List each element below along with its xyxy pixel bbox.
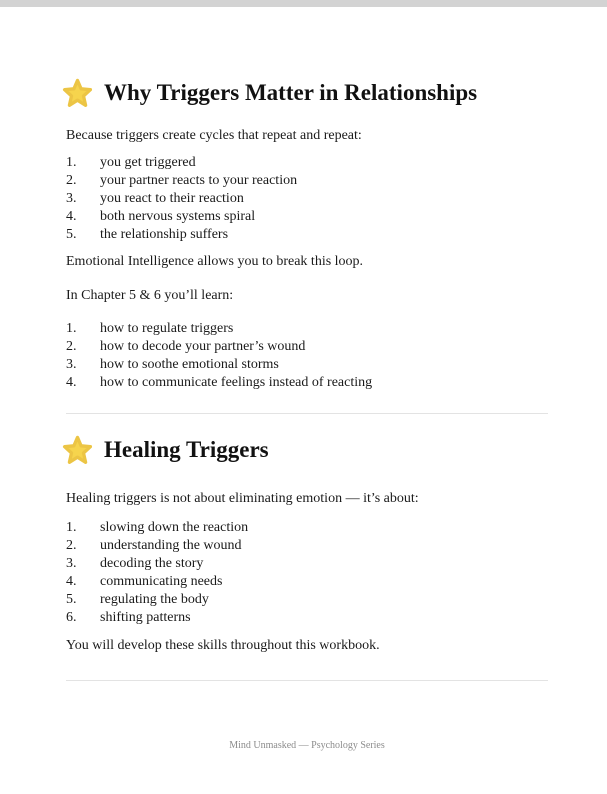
list-item-number: 3. [66, 556, 77, 571]
section-title: Why Triggers Matter in Relationships [104, 80, 478, 105]
cycle-list [66, 154, 548, 244]
list-item-text: shifting patterns [100, 610, 191, 625]
list-item-number: 3. [66, 191, 77, 206]
list-item [66, 356, 548, 374]
list-item-text: how to communicate feelings instead of reacting [100, 375, 373, 390]
list-item-text: how to regulate triggers [100, 321, 234, 336]
section-heading-healing-triggers [62, 435, 548, 465]
list-item-text: how to decode your partner’s wound [100, 339, 306, 354]
list-item-text: your partner reacts to your reaction [100, 173, 298, 188]
learn-list [66, 320, 548, 392]
list-item [66, 172, 548, 190]
list-item [66, 591, 548, 609]
list-item-number: 5. [66, 592, 77, 607]
page-content [0, 78, 607, 752]
list-item-number: 2. [66, 173, 77, 188]
star-icon [62, 78, 93, 108]
list-item [66, 208, 548, 226]
list-item-number: 4. [66, 574, 77, 589]
list-item [66, 320, 548, 338]
list-item-number: 1. [66, 321, 77, 336]
paragraph-healing-intro: Healing triggers is not about eliminating emotion — it’s about: [66, 491, 419, 506]
section-divider [66, 413, 548, 414]
paragraph-workbook-outro: You will develop these skills throughout this workbook. [66, 638, 380, 653]
list-item-number: 4. [66, 375, 77, 390]
list-item-number: 3. [66, 357, 77, 372]
list-item [66, 519, 548, 537]
list-item [66, 374, 548, 392]
list-item [66, 338, 548, 356]
list-item-text: understanding the wound [100, 538, 242, 553]
footer-divider [66, 680, 548, 681]
list-item-text: how to soothe emotional storms [100, 357, 279, 372]
list-item-number: 5. [66, 227, 77, 242]
list-item-text: slowing down the reaction [100, 520, 249, 535]
list-item [66, 537, 548, 555]
list-item [66, 555, 548, 573]
list-item-number: 1. [66, 520, 77, 535]
list-item [66, 190, 548, 208]
section-heading-why-triggers [62, 78, 548, 108]
paragraph-chapter-learn: In Chapter 5 & 6 you’ll learn: [66, 288, 234, 303]
list-item [66, 609, 548, 627]
list-item-text: you get triggered [100, 155, 196, 170]
section-title: Healing Triggers [104, 437, 269, 462]
list-item-text: regulating the body [100, 592, 209, 607]
list-item-number: 4. [66, 209, 77, 224]
list-item-text: the relationship suffers [100, 227, 229, 242]
star-icon [62, 435, 93, 465]
paragraph-cycles-intro: Because triggers create cycles that repeat and repeat: [66, 128, 362, 143]
list-item-text: both nervous systems spiral [100, 209, 256, 224]
list-item-number: 2. [66, 538, 77, 553]
list-item [66, 573, 548, 591]
list-item-number: 1. [66, 155, 77, 170]
list-item-number: 6. [66, 610, 77, 625]
page-footer: Mind Unmasked — Psychology Series [229, 740, 385, 751]
healing-list [66, 519, 548, 627]
list-item [66, 154, 548, 172]
paragraph-break-loop: Emotional Intelligence allows you to break this loop. [66, 254, 364, 269]
list-item-text: communicating needs [100, 574, 223, 589]
list-item-number: 2. [66, 339, 77, 354]
window-top-bar [0, 0, 607, 7]
list-item-text: you react to their reaction [100, 191, 244, 206]
list-item-text: decoding the story [100, 556, 204, 571]
list-item [66, 226, 548, 244]
